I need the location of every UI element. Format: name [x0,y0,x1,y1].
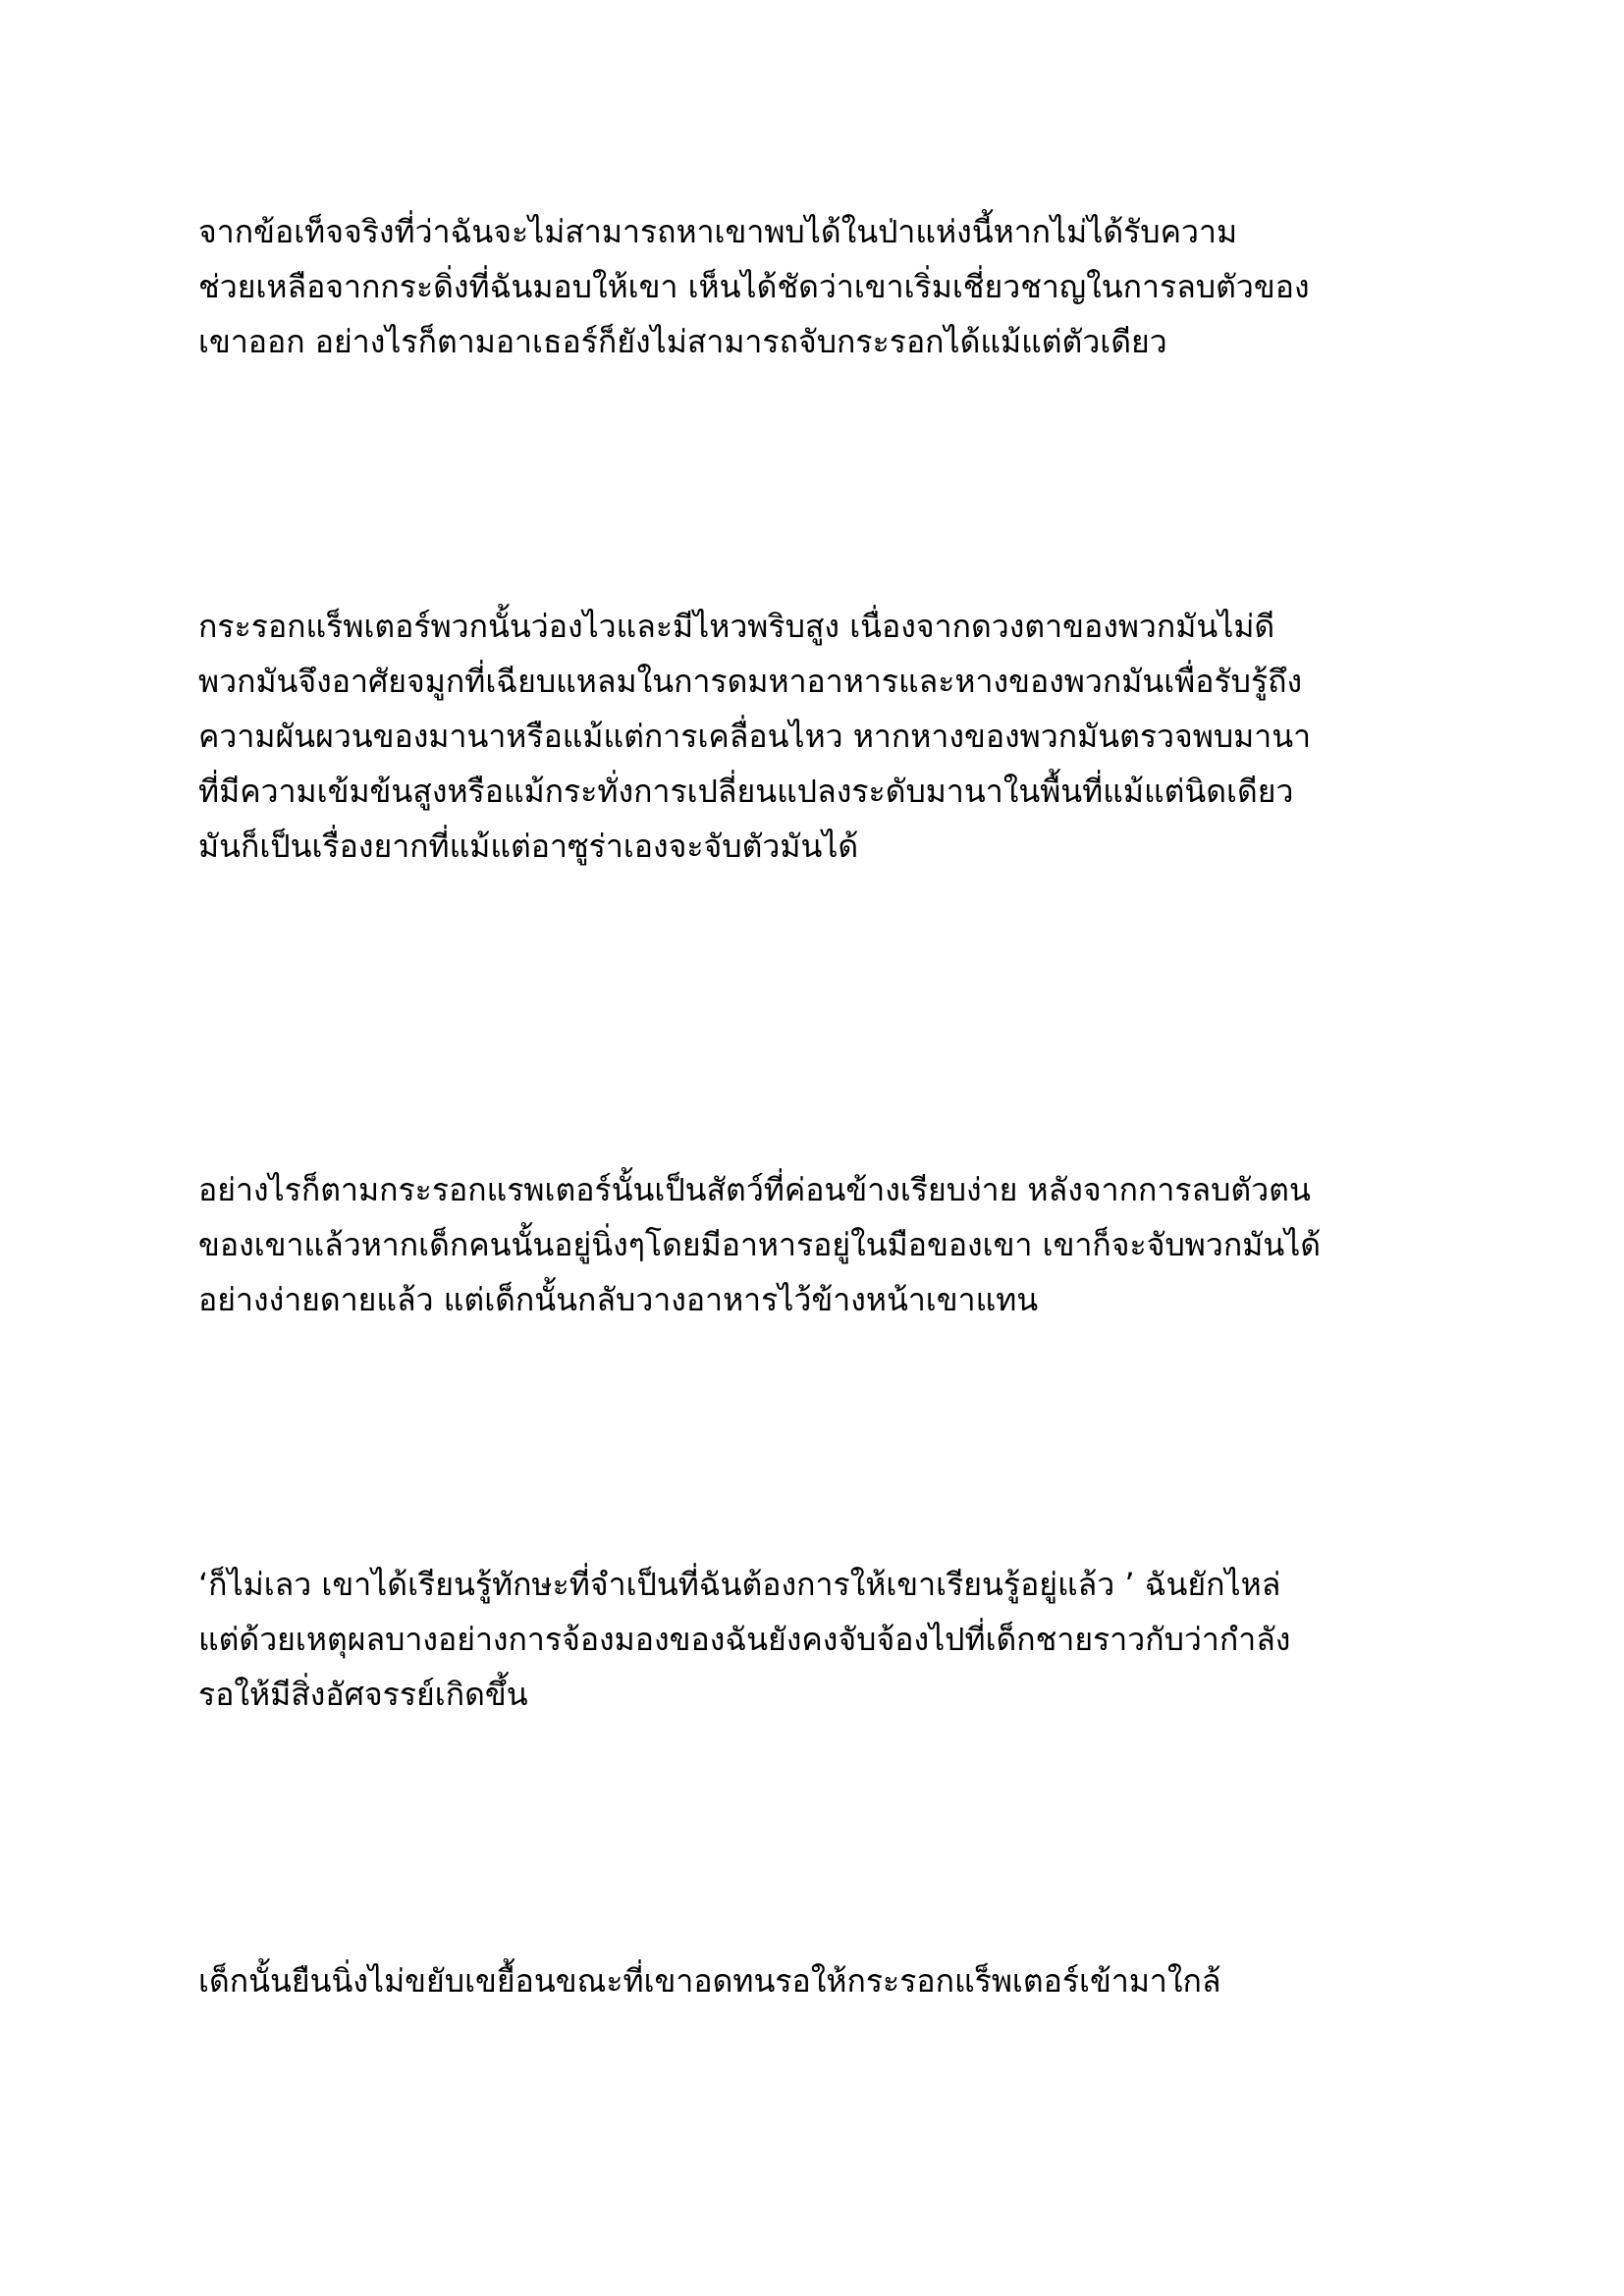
text-line: อย่างไรก็ตามกระรอกแรพเตอร์นั้นเป็นสัตว์ที่ค่อนข้างเรียบง่าย หลังจากการลบตัวตน [198,1171,1311,1208]
text-line: เขาออก อย่างไรก็ตามอาเธอร์ก็ยังไม่สามารถจับกระรอกได้แม้แต่ตัวเดียว [198,323,1167,360]
text-line: ช่วยเหลือจากกระดิ่งที่ฉันมอบให้เขา เห็นได้ชัดว่าเขาเริ่มเชี่ยวชาญในการลบตัวของ [198,268,1310,305]
text-line: มันก็เป็นเรื่องยากที่แม้แต่อาซูร่าเองจะจับตัวมันได้ [198,828,859,865]
text-line: ของเขาแล้วหากเด็กคนนั้นอยู่นิ่งๆโดยมีอาหารอยู่ในมือของเขา เขาก็จะจับพวกมันได้ [198,1226,1322,1263]
text-line: พวกมันจึงอาศัยจมูกที่เฉียบแหลมในการดมหาอาหารและหางของพวกมันเพื่อรับรู้ถึง [198,663,1303,700]
paragraph-4 [198,1557,1475,1722]
paragraph-5 [198,1953,1475,2008]
text-line: ‘ก็ไม่เลว เขาได้เรียนรู้ทักษะที่จำเป็นที่ฉันต้องการให้เขาเรียนรู้อยู่แล้ว ’ ฉันยักไหล่ [198,1566,1281,1603]
text-line: จากข้อเท็จจริงที่ว่าฉันจะไม่สามารถหาเขาพบได้ในป่าแห่งนี้หากไม่ได้รับความ [198,213,1238,250]
text-line: เด็กนั้นยืนนิ่งไม่ขยับเขยื้อนขณะที่เขาอดทนรอให้กระรอกแร็พเตอร์เข้ามาใกล้ [198,1962,1221,2000]
paragraph-1 [198,204,1475,369]
paragraph-3 [198,1162,1475,1327]
paragraph-2 [198,599,1475,874]
text-line: อย่างง่ายดายแล้ว แต่เด็กนั้นกลับวางอาหารไว้ข้างหน้าเขาแทน [198,1281,1039,1318]
text-line: ความผันผวนของมานาหรือแม้แต่การเคลื่อนไหว หากหางของพวกมันตรวจพบมานา [198,718,1312,755]
text-line: แต่ด้วยเหตุผลบางอย่างการจ้องมองของฉันยังคงจับจ้องไปที่เด็กชายราวกับว่ากำลัง [198,1621,1291,1658]
text-line: กระรอกแร็พเตอร์พวกนั้นว่องไวและมีไหวพริบสูง เนื่องจากดวงตาของพวกมันไม่ดี [198,608,1275,645]
text-line: ที่มีความเข้มข้นสูงหรือแม้กระทั่งการเปลี่ยนแปลงระดับมานาในพื้นที่แม้แต่นิดเดียว [198,773,1294,810]
text-line: รอให้มีสิ่งอัศจรรย์เกิดขึ้น [198,1676,528,1713]
